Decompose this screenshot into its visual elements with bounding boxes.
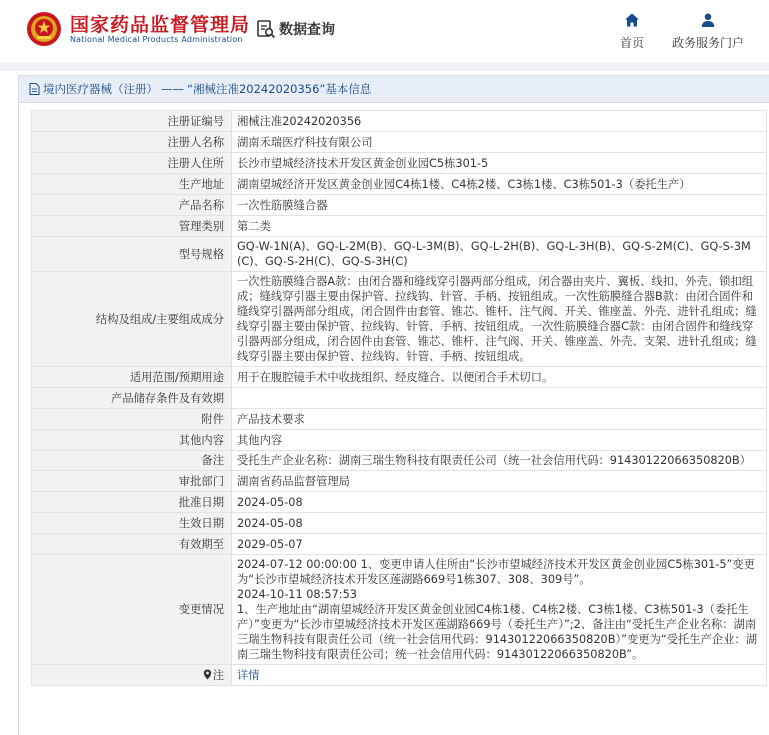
home-icon xyxy=(624,12,640,28)
row-value: 一次性筋膜缝合器A款：由闭合器和缝线穿引器两部分组成，闭合器由夹片、翼板、线扣、外壳、锁扣组成；缝线穿引器主要由保护管、拉线钩、针管、手柄、按钮组成。一次性筋膜缝合器B款：由闭合固件和缝线穿引器两部分组成，闭合固件由套管、锥芯、锥杆、注气阀、开关、锥座盖、外壳、进针孔组成；缝线穿引器主要由保护管、拉线钩、针管、手柄、按钮组成。一次性筋膜缝合器C款：由闭合固件和缝线穿引器两部分组成，闭合固件由套管、锥芯、锥杆、注气阀、开关、锥座盖、外壳、支架、进针孔组成；缝线穿引器主要由保护管、拉线钩、针管、手柄、按钮组成。 xyxy=(232,272,767,367)
row-value: 湖南省药品监督管理局 xyxy=(232,471,767,492)
row-label: 附件 xyxy=(32,409,232,430)
row-value: 2024-05-08 xyxy=(232,492,767,513)
row-label: 其他内容 xyxy=(32,430,232,451)
breadcrumb-current: “湘械注准20242020356”基本信息 xyxy=(187,82,372,96)
row-value xyxy=(232,665,767,686)
site-name-cn[interactable]: 国家药品监督管理局 xyxy=(70,14,251,36)
row-label: 有效期至 xyxy=(32,534,232,555)
table-row xyxy=(32,471,767,492)
table-row xyxy=(32,367,767,388)
table-row xyxy=(32,216,767,237)
row-label: 管理类别 xyxy=(32,216,232,237)
header-divider xyxy=(0,62,769,71)
change-entry: 1、生产地址由“湖南望城经济开发区黄金创业园C4栋1楼、C4栋2楼、C3栋1楼、C3栋501-3（委托生产）”变更为“长沙市望城经济技术开发区莲湖路669号（委托生产）”;2、备注由“受托生产企业名称：湖南三瑞生物科技有限责任公司（统一社会信用代码：91430122066350820B）”变更为“受托生产企业：湖南三瑞生物科技有限责任公司；统一社会信用代码：91430122066350820B”。 xyxy=(237,603,758,661)
row-label: 备注 xyxy=(32,451,232,471)
table-row xyxy=(32,451,767,471)
row-label: 审批部门 xyxy=(32,471,232,492)
national-emblem-icon[interactable] xyxy=(26,11,62,47)
nav-gov-services[interactable] xyxy=(672,12,744,51)
row-value: 用于在腹腔镜手术中收拢组织、经皮缝合、以便闭合手术切口。 xyxy=(232,367,767,388)
row-value: 受托生产企业名称：湖南三瑞生物科技有限责任公司（统一社会信用代码：91430122066350820B） xyxy=(232,451,767,471)
row-label: 适用范围/预期用途 xyxy=(32,367,232,388)
search-document-icon xyxy=(256,19,276,39)
row-value: 一次性筋膜缝合器 xyxy=(232,195,767,216)
row-value: 产品技术要求 xyxy=(232,409,767,430)
location-pin-icon xyxy=(203,669,212,680)
table-row xyxy=(32,272,767,367)
row-label: 产品名称 xyxy=(32,195,232,216)
row-label: 注册人住所 xyxy=(32,153,232,174)
table-row xyxy=(32,388,767,409)
site-header xyxy=(0,0,769,62)
change-history xyxy=(232,555,767,665)
row-value: 其他内容 xyxy=(232,430,767,451)
site-name-en: National Medical Products Administration xyxy=(70,35,243,44)
row-label: 型号规格 xyxy=(32,237,232,272)
table-row xyxy=(32,492,767,513)
row-value: 湖南望城经济开发区黄金创业园C4栋1楼、C4栋2楼、C3栋1楼、C3栋501-3（委托生产） xyxy=(232,174,767,195)
table-row xyxy=(32,430,767,451)
table-row-changes xyxy=(32,555,767,665)
breadcrumb-section[interactable]: 境内医疗器械（注册） xyxy=(43,82,158,96)
user-icon xyxy=(700,12,716,28)
table-row xyxy=(32,409,767,430)
details-link[interactable]: 详情 xyxy=(237,668,260,682)
table-row xyxy=(32,195,767,216)
table-row xyxy=(32,534,767,555)
table-row xyxy=(32,111,767,132)
row-label: 变更情况 xyxy=(32,555,232,665)
row-label: 批准日期 xyxy=(32,492,232,513)
table-row-note xyxy=(32,665,767,686)
nav-home-label: 首页 xyxy=(620,36,645,50)
row-value xyxy=(232,388,767,409)
row-label xyxy=(32,665,232,686)
row-value: 长沙市望城经济技术开发区黄金创业园C5栋301-5 xyxy=(232,153,767,174)
table-row xyxy=(32,174,767,195)
row-label: 生效日期 xyxy=(32,513,232,534)
row-value: 湘械注准20242020356 xyxy=(232,111,767,132)
table-row xyxy=(32,132,767,153)
row-label: 产品储存条件及有效期 xyxy=(32,388,232,409)
note-label: 注 xyxy=(212,668,224,682)
table-row xyxy=(32,237,767,272)
nav-home[interactable] xyxy=(620,12,644,51)
row-label: 注册人名称 xyxy=(32,132,232,153)
row-value: 湖南禾瑞医疗科技有限公司 xyxy=(232,132,767,153)
row-label: 结构及组成/主要组成成分 xyxy=(32,272,232,367)
table-row xyxy=(32,513,767,534)
change-timestamp: 2024-10-11 08:57:53 xyxy=(237,588,357,601)
row-value: 第二类 xyxy=(232,216,767,237)
table-row xyxy=(32,153,767,174)
nav-gov-label: 政务服务门户 xyxy=(672,36,745,50)
data-query-link[interactable] xyxy=(256,18,335,40)
breadcrumb-separator: —— xyxy=(161,82,184,96)
detail-panel xyxy=(18,75,769,735)
row-label: 生产地址 xyxy=(32,174,232,195)
document-icon xyxy=(29,83,40,95)
change-entry: 2024-07-12 00:00:00 1、变更申请人住所由“长沙市望城经济技术开发区黄金创业园C5栋301-5”变更为“长沙市望城经济技术开发区莲湖路669号1栋307、308、309号”。 xyxy=(237,558,755,586)
data-query-label: 数据查询 xyxy=(279,22,335,38)
breadcrumb xyxy=(19,76,769,103)
row-value: 2029-05-07 xyxy=(232,534,767,555)
row-value: 2024-05-08 xyxy=(232,513,767,534)
row-value: GQ-W-1N(A)、GQ-L-2M(B)、GQ-L-3M(B)、GQ-L-2H(B)、GQ-L-3H(B)、GQ-S-2M(C)、GQ-S-3M(C)、GQ-S-2H(C)、GQ-S-3H(C) xyxy=(232,237,767,272)
row-label: 注册证编号 xyxy=(32,111,232,132)
registration-detail-table xyxy=(31,110,767,686)
